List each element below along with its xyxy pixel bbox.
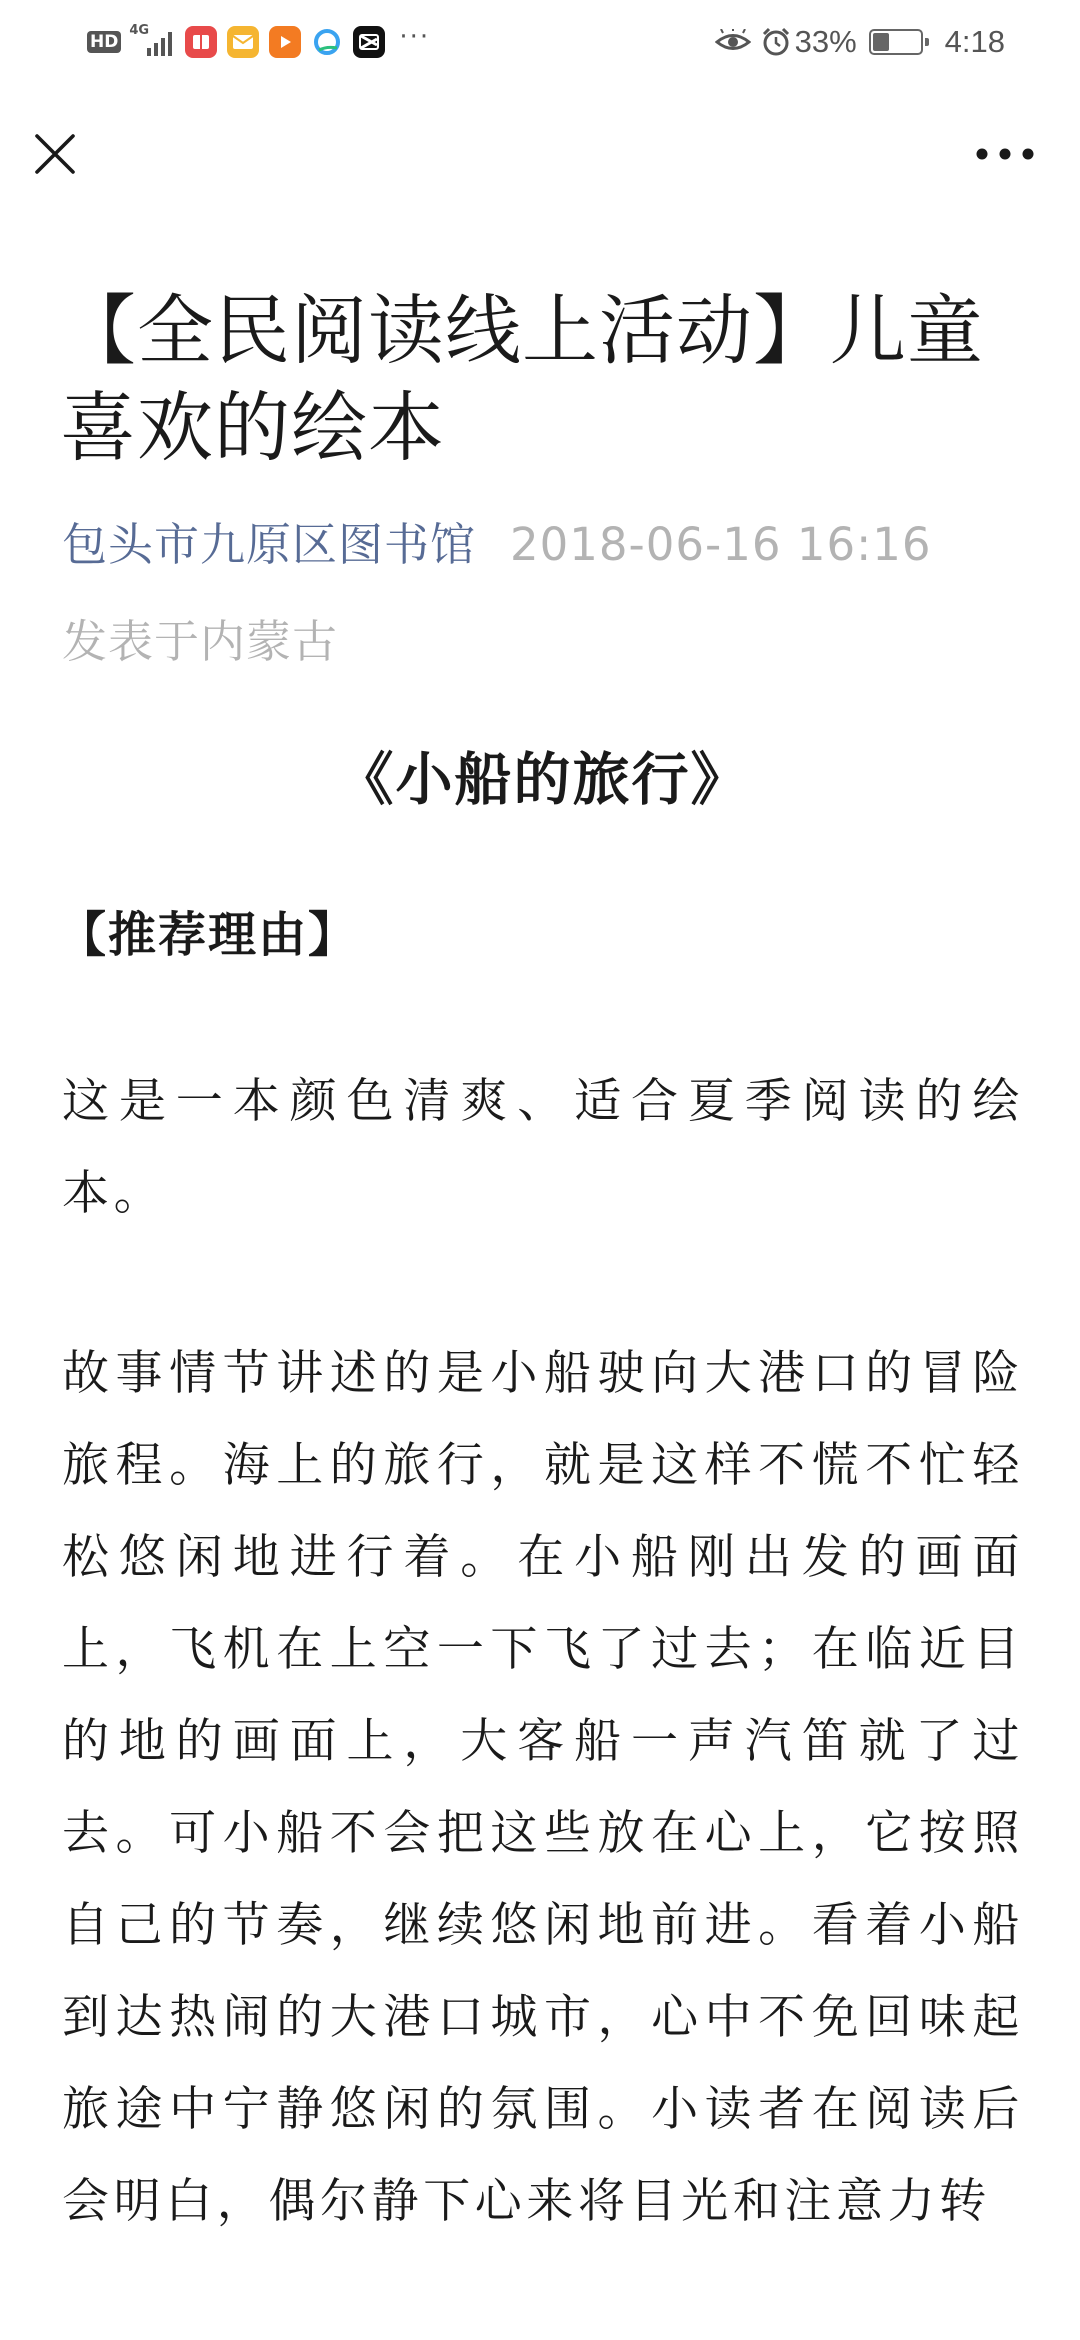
article-top-bar xyxy=(0,105,1080,201)
status-bar xyxy=(0,0,1080,84)
battery-icon xyxy=(869,29,923,55)
paragraph-2: 故事情节讲述的是小船驶向大港口的冒险旅程。海上的旅行，就是这样不慌不忙轻松悠闲地进行着。在小船刚出发的画面上，飞机在上空一下飞了过去；在临近目的地的画面上，大客船一声汽笛就了过去。可小船不会把这些放在心上，它按照自己的节奏，继续悠闲地前进。看着小船到达热闹的大港口城市，心中不免回味起旅途中宁静悠闲的氛围。小读者在阅读后会明白，偶尔静下心来将目光和注意力转 xyxy=(62,1346,1024,2229)
browser-app-icon xyxy=(311,26,343,58)
publish-datetime: 2018-06-16 16:16 xyxy=(510,518,932,571)
status-bar-right xyxy=(705,22,1005,62)
battery-percent: 33% xyxy=(794,24,857,59)
eye-comfort-icon xyxy=(715,29,751,55)
cellular-signal-icon xyxy=(129,23,175,58)
article-meta xyxy=(62,496,1024,690)
paragraph-1: 这是一本颜色清爽、适合夏季阅读的绘本。 xyxy=(62,1074,1024,1221)
video-player-app-icon xyxy=(269,26,301,58)
status-bar-left xyxy=(87,22,430,62)
article-content xyxy=(58,282,1024,2248)
mail-app-icon xyxy=(227,26,259,58)
more-options-button[interactable] xyxy=(970,125,1040,183)
publish-location: 发表于内蒙古 xyxy=(62,615,339,668)
close-icon xyxy=(33,132,77,176)
hd-voice-indicator: HD xyxy=(87,31,121,53)
more-notifications-indicator: ··· xyxy=(399,22,431,52)
more-options-icon xyxy=(975,147,1035,161)
red-book-app-icon xyxy=(185,26,217,58)
author-link[interactable]: 包头市九原区图书馆 xyxy=(62,518,477,571)
alarm-icon xyxy=(761,27,791,57)
capcut-app-icon xyxy=(353,26,385,58)
close-button[interactable] xyxy=(26,125,84,183)
book-title: 《小船的旅行》 xyxy=(336,747,750,813)
status-time: 4:18 xyxy=(944,24,1005,59)
section-heading: 【推荐理由】 xyxy=(58,907,359,963)
article-title: 【全民阅读线上活动】儿童喜欢的绘本 xyxy=(60,286,984,472)
network-type-label: 4G xyxy=(129,23,150,38)
